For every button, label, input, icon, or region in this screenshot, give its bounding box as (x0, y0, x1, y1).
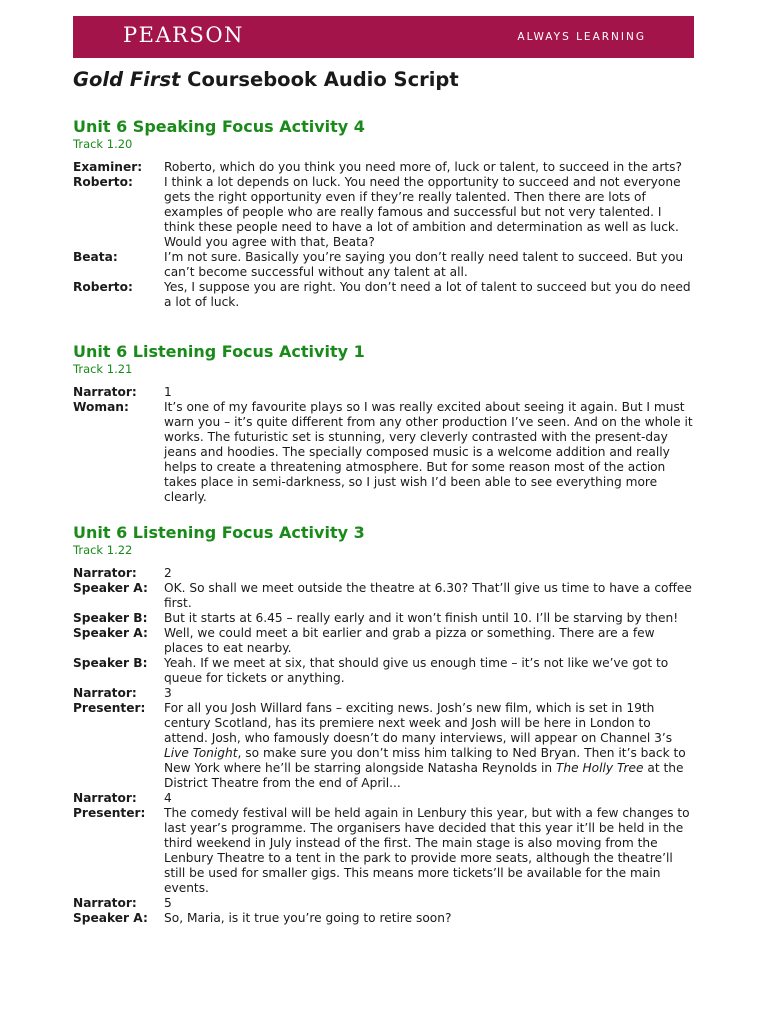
spoken-text: Roberto, which do you think you need more of, luck or talent, to succeed in the arts? (164, 160, 682, 174)
spoken-text: It’s one of my favourite plays so I was really excited about seeing it again. But I must warn you – it’s quite different from any other production I’ve seen. And on the whole it works. The futuristic set is stunning, very cleverly contrasted with the present-day jeans and hoodies. The specially composed music is a welcome addition and really helps to create a threatening atmosphere. But for some reason most of the action takes place in semi-darkness, so I just wish I’d been able to see everything more clearly. (164, 400, 693, 504)
speaker-label: Woman: (73, 400, 129, 414)
dialogue (73, 385, 695, 505)
spoken-text: The comedy festival will be held again in Lenbury this year, but with a few changes to last year’s programme. The organisers have decided that this year it’ll be held in the third weekend in July instead of the first. The main stage is also moving from the Lenbury Theatre to a tent in the park to provide more seats, although the theatre’ll still be used for smaller gigs. This means more tickets’ll be available for the main events. (164, 806, 690, 895)
spoken-text: I think a lot depends on luck. You need the opportunity to succeed and not everyone gets the right opportunity even if they’re really talented. Then there are lots of examples of people who are really famous and successful but not very talented. I think these people need to have a lot of ambition and determination as well as luck. Would you agree with that, Beata? (164, 175, 681, 249)
speaker-label: Speaker A: (73, 911, 148, 925)
section-heading: Unit 6 Listening Focus Activity 1 (73, 342, 365, 361)
title-italic: Gold First (73, 68, 181, 91)
spoken-text: Well, we could meet a bit earlier and grab a pizza or something. There are a few places to eat nearby. (164, 626, 655, 655)
section-listening-activity-3 (73, 523, 695, 926)
dialogue-line (73, 701, 695, 791)
spoken-text: I’m not sure. Basically you’re saying you don’t really need talent to succeed. But you can’t become successful without any talent at all. (164, 250, 684, 279)
speaker-label: Narrator: (73, 686, 137, 700)
speaker-label: Presenter: (73, 701, 146, 715)
speaker-label: Narrator: (73, 896, 137, 910)
dialogue-line (73, 385, 695, 400)
dialogue (73, 566, 695, 926)
spoken-text: 3 (164, 686, 172, 700)
text-fragment: For all you Josh Willard fans – exciting news. Josh’s new film, which is set in 19th century Scotland, has its premiere next week and Josh will be here in London to attend. Josh, who famously doesn’t do many interviews, will appear on Channel 3’s (164, 701, 673, 745)
pearson-logo: PEARSON (123, 23, 244, 47)
dialogue-line (73, 250, 695, 280)
dialogue-line (73, 686, 695, 701)
header-tagline: ALWAYS LEARNING (517, 31, 646, 43)
speaker-label: Speaker B: (73, 611, 148, 625)
dialogue-line (73, 896, 695, 911)
pearson-header-bar (73, 16, 694, 58)
speaker-label: Speaker B: (73, 656, 148, 670)
title-reference: The Holly Tree (555, 761, 644, 775)
dialogue-line (73, 656, 695, 686)
dialogue-line (73, 400, 695, 505)
spoken-text: So, Maria, is it true you’re going to retire soon? (164, 911, 452, 925)
spoken-text: 2 (164, 566, 172, 580)
speaker-label: Speaker A: (73, 626, 148, 640)
dialogue-line (73, 791, 695, 806)
dialogue-line (73, 626, 695, 656)
speaker-label: Roberto: (73, 175, 133, 189)
text-fragment: , so make sure you don’t miss him talking to Ned Bryan. Then it’s back to New York where he’ll be starring alongside Natasha Reynolds in (164, 746, 686, 775)
dialogue-line (73, 566, 695, 581)
speaker-label: Narrator: (73, 791, 137, 805)
track-number: Track 1.21 (73, 362, 133, 376)
section-listening-activity-1 (73, 342, 695, 505)
dialogue-line (73, 175, 695, 250)
text-fragment: at the District Theatre from the end of April... (164, 761, 684, 790)
speaker-label: Beata: (73, 250, 118, 264)
spoken-text: Yes, I suppose you are right. You don’t need a lot of talent to succeed but you do need a lot of luck. (164, 280, 691, 309)
speaker-label: Examiner: (73, 160, 143, 174)
dialogue-line (73, 280, 695, 310)
title-rest: Coursebook Audio Script (180, 68, 459, 91)
section-heading: Unit 6 Speaking Focus Activity 4 (73, 117, 365, 136)
dialogue-line (73, 911, 695, 926)
spoken-text (164, 701, 695, 791)
dialogue (73, 160, 695, 310)
speaker-label: Narrator: (73, 566, 137, 580)
track-number: Track 1.20 (73, 137, 133, 151)
section-speaking-activity-4 (73, 117, 695, 310)
spoken-text: 5 (164, 896, 172, 910)
speaker-label: Speaker A: (73, 581, 148, 595)
speaker-label: Narrator: (73, 385, 137, 399)
section-heading: Unit 6 Listening Focus Activity 3 (73, 523, 365, 542)
dialogue-line (73, 806, 695, 896)
dialogue-line (73, 160, 695, 175)
dialogue-line (73, 611, 695, 626)
speaker-label: Presenter: (73, 806, 146, 820)
document-title (73, 68, 459, 91)
spoken-text: But it starts at 6.45 – really early and it won’t finish until 10. I’ll be starving by then! (164, 611, 679, 625)
dialogue-line (73, 581, 695, 611)
spoken-text: OK. So shall we meet outside the theatre at 6.30? That’ll give us time to have a coffee first. (164, 581, 692, 610)
track-number: Track 1.22 (73, 543, 133, 557)
spoken-text: 1 (164, 385, 172, 399)
spoken-text: 4 (164, 791, 172, 805)
spoken-text: Yeah. If we meet at six, that should give us enough time – it’s not like we’ve got to queue for tickets or anything. (164, 656, 669, 685)
title-reference: Live Tonight (164, 746, 238, 760)
speaker-label: Roberto: (73, 280, 133, 294)
